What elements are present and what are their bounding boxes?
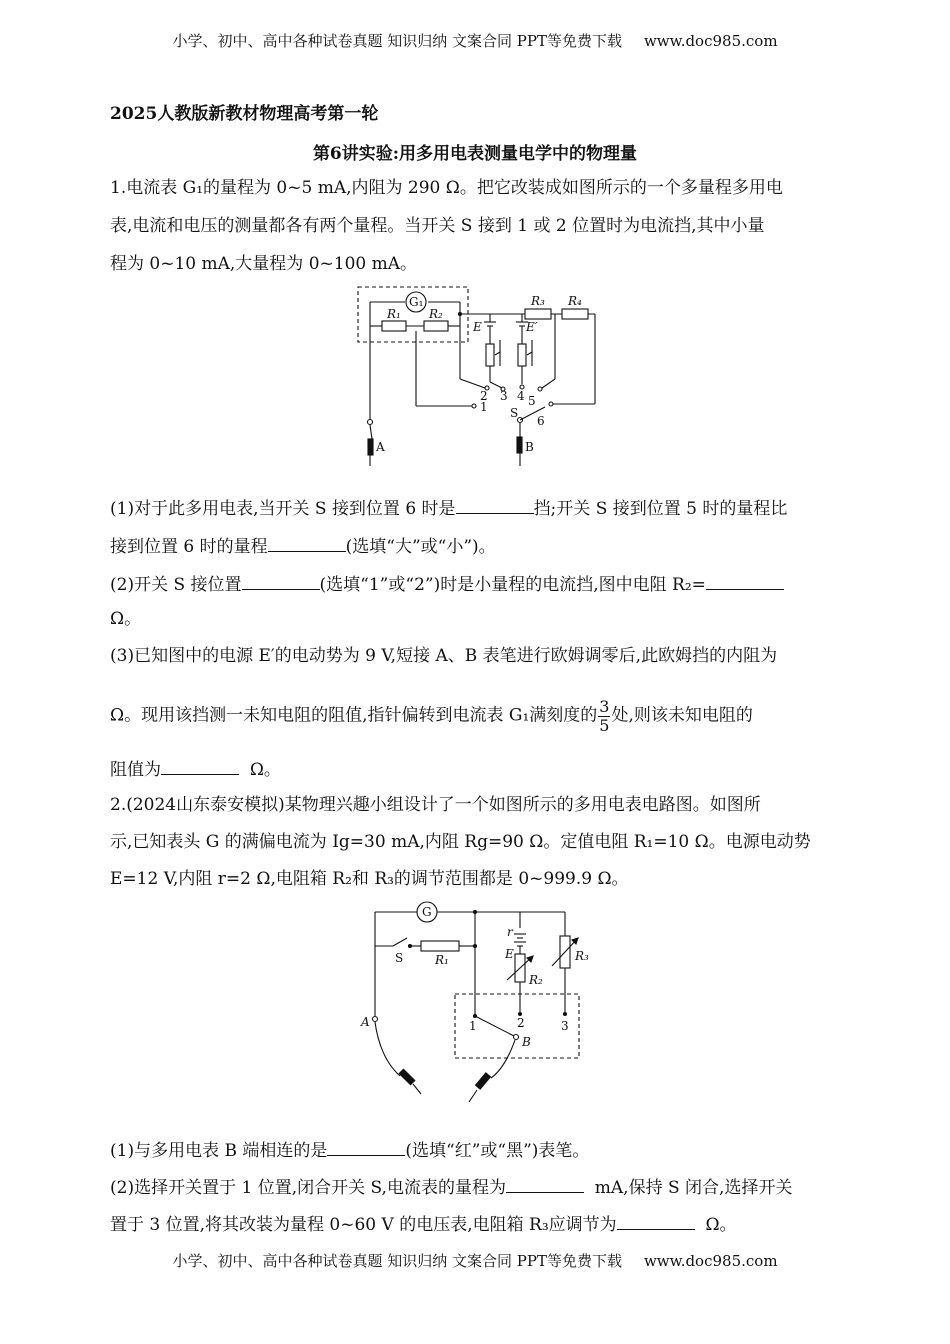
q2-stem-line-2: 示,已知表头 G 的满偏电流为 Ig=30 mA,内阻 Rg=90 Ω。定值电阻 R₁=10 Ω。电源电动势 (110, 832, 811, 852)
q2-part2-line1 (110, 1178, 840, 1197)
lesson-title: 第6讲实验:用多用电表测量电学中的物理量 (312, 144, 638, 164)
q1-p1-text-a: (1)对于此多用电表,当开关 S 接到位置 6 时是 (110, 499, 456, 519)
q1-p3-text-e: Ω。 (249, 760, 281, 780)
page-footer (0, 1250, 950, 1271)
q2-r-label: r (507, 925, 513, 939)
q1-p2-blank-2[interactable] (706, 575, 784, 590)
q2-a-label: A (361, 1015, 370, 1029)
q1-part2-line1 (110, 575, 840, 594)
q2-b-label: B (522, 1035, 531, 1049)
q2-p2-text-c: 置于 3 位置,将其改装为量程 0~60 V 的电压表,电阻箱 R₃应调节为 (110, 1215, 617, 1235)
q1-r2 (424, 321, 448, 331)
q2-part2-line2 (110, 1215, 840, 1234)
q1-e2-label: E′ (526, 320, 538, 334)
q1-p1-text-d: (选填“大”或“小”)。 (345, 537, 496, 557)
header-site[interactable]: www.doc985.com (643, 32, 778, 50)
q2-p1-text-a: (1)与多用电表 B 端相连的是 (110, 1141, 328, 1161)
q1-g1-label: G₁ (409, 295, 424, 309)
q2-r1 (421, 941, 459, 951)
q1-part3-line3 (110, 760, 840, 779)
q1-e-label: E (473, 320, 482, 334)
q1-p2-text-a: (2)开关 S 接位置 (110, 575, 242, 595)
q1-r2-label: R₂ (429, 307, 443, 321)
q2-pos3: 3 (561, 1019, 569, 1033)
q1-p1-blank-1[interactable] (456, 499, 534, 514)
q2-pos1: 1 (469, 1019, 477, 1033)
q1-frac-den: 5 (599, 715, 610, 735)
q1-p3-text-b: Ω。现用该挡测一未知电阻的阻值,指针偏转到电流表 G₁满刻度的 (110, 705, 598, 726)
q2-r3-label: R₃ (575, 949, 589, 963)
q1-stem-line-1: 1.电流表 G₁的量程为 0~5 mA,内阻为 290 Ω。把它改装成如图所示的一个多量程多用电 (110, 178, 783, 198)
q2-probe-a (399, 1069, 415, 1085)
q1-b-label: B (525, 440, 534, 454)
q2-stem-line-1: 2.(2024山东泰安模拟)某物理兴趣小组设计了一个如图所示的多用电表电路图。如图所 (110, 795, 761, 815)
header-text: 小学、初中、高中各种试卷真题 知识归纳 文案合同 PPT等免费下载 (172, 32, 622, 50)
q1-p3-text-d: 阻值为 (110, 760, 161, 780)
q1-pos6: 6 (537, 414, 545, 428)
q1-rheostat-1 (486, 344, 494, 366)
q2-pos2: 2 (517, 1016, 525, 1030)
q1-pos3: 3 (500, 389, 508, 403)
q1-pos2: 2 (480, 389, 488, 403)
footer-text: 小学、初中、高中各种试卷真题 知识归纳 文案合同 PPT等免费下载 (172, 1252, 622, 1270)
q2-p2-text-d: Ω。 (705, 1215, 737, 1235)
q1-probe-b (517, 437, 522, 453)
q1-part1-line1 (110, 499, 840, 518)
q1-p1-text-b: 挡;开关 S 接到位置 5 时的量程比 (533, 499, 788, 519)
q2-r2-label: R₂ (529, 973, 543, 987)
q1-circuit-diagram (350, 284, 605, 469)
q1-pos1: 1 (480, 400, 488, 414)
q1-frac-num: 3 (599, 697, 610, 716)
q1-part2-line2: Ω。 (110, 609, 142, 629)
q2-part1 (110, 1141, 840, 1160)
q1-r4-label: R₄ (568, 294, 582, 308)
q2-p2-blank-2[interactable] (617, 1215, 695, 1230)
q1-p2-blank-1[interactable] (242, 575, 320, 590)
q2-p2-text-a: (2)选择开关置于 1 位置,闭合开关 S,电流表的量程为 (110, 1178, 506, 1198)
q1-r1-label: R₁ (387, 307, 401, 321)
q1-p3-blank[interactable] (161, 760, 239, 775)
q1-pos5: 5 (528, 394, 536, 408)
q1-pos4: 4 (517, 389, 525, 403)
q1-a-label: A (376, 440, 385, 454)
q1-p1-text-c: 接到位置 6 时的量程 (110, 537, 268, 557)
q2-p2-blank-1[interactable] (506, 1178, 584, 1193)
q1-r4 (562, 309, 588, 319)
series-title: 2025人教版新教材物理高考第一轮 (110, 104, 379, 124)
q1-stem-line-2: 表,电流和电压的测量都各有两个量程。当开关 S 接到 1 或 2 位置时为电流挡,其中小量 (110, 216, 765, 236)
q1-fraction (598, 698, 610, 734)
q2-stem-line-3: E=12 V,内阻 r=2 Ω,电阻箱 R₂和 R₃的调节范围都是 0~999.9 Ω。 (110, 869, 629, 889)
q1-part3-line1: (3)已知图中的电源 E′的电动势为 9 V,短接 A、B 表笔进行欧姆调零后,此欧姆挡的内阻为 (110, 646, 778, 666)
q1-part1-line2 (110, 537, 840, 556)
q2-circuit-diagram (355, 898, 595, 1110)
q1-p2-text-b: (选填“1”或“2”)时是小量程的电流挡,图中电阻 R₂= (319, 575, 706, 595)
q1-part3-line2 (110, 698, 840, 734)
q2-e-label: E (505, 947, 514, 961)
q2-p2-text-b: mA,保持 S 闭合,选择开关 (594, 1178, 793, 1198)
q1-r3 (525, 309, 551, 319)
q2-p1-text-b: (选填“红”或“黑”)表笔。 (405, 1141, 590, 1161)
q1-p1-blank-2[interactable] (268, 537, 346, 552)
q1-r3-label: R₃ (531, 294, 545, 308)
q1-rheostat-2 (518, 344, 526, 366)
page-header (0, 30, 950, 51)
q1-probe-a (368, 439, 373, 455)
q2-probe-b (476, 1073, 491, 1089)
q2-g-label: G (422, 905, 432, 919)
q1-stem-line-3: 程为 0~10 mA,大量程为 0~100 mA。 (110, 254, 418, 274)
q1-r1 (382, 321, 406, 331)
q1-s-label: S (510, 406, 519, 420)
q2-s-label: S (395, 951, 404, 965)
footer-site[interactable]: www.doc985.com (643, 1252, 778, 1270)
q1-p3-text-c: 处,则该未知电阻的 (611, 705, 753, 726)
q2-r1-label: R₁ (435, 953, 449, 967)
q2-p1-blank[interactable] (327, 1141, 405, 1156)
